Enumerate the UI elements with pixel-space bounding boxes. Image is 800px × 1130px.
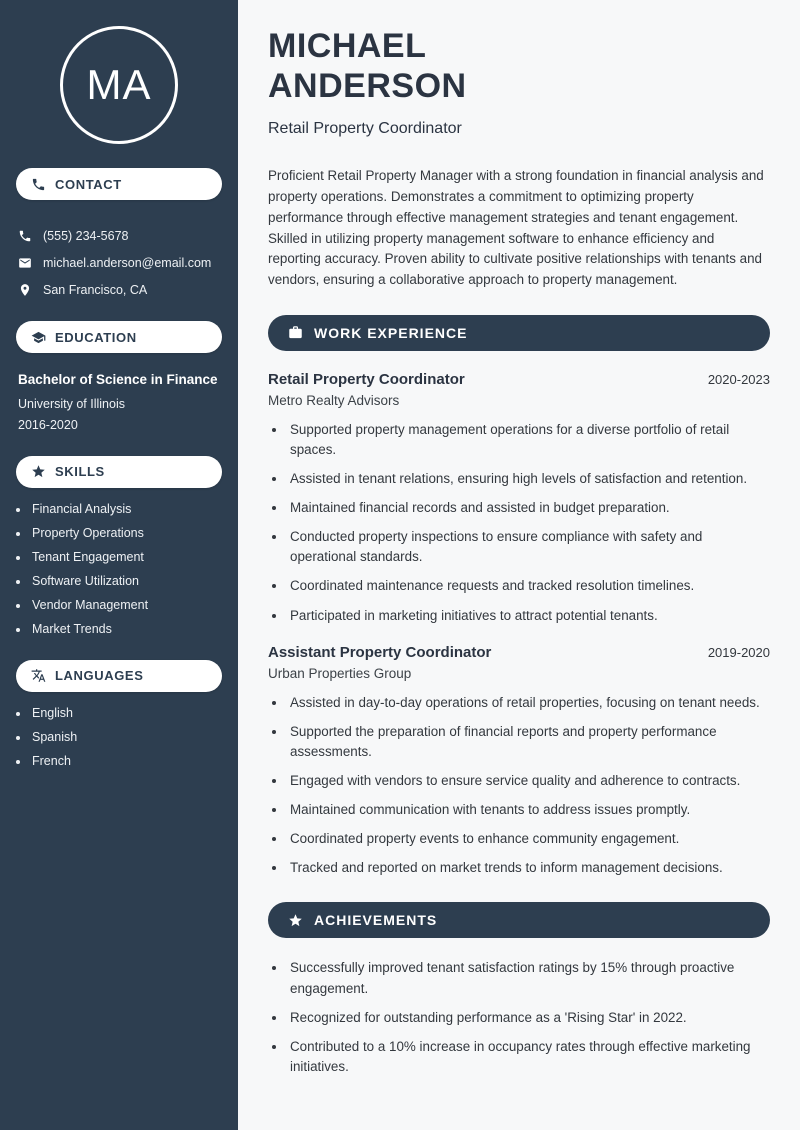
achievements-list: [268, 958, 770, 1077]
job-company: Metro Realty Advisors: [268, 392, 400, 408]
languages-section-header: [16, 660, 222, 692]
education-section-header: [16, 321, 222, 353]
language-item: • English: [30, 706, 238, 720]
skill-item: • Financial Analysis: [30, 502, 238, 516]
job-bullet: • Coordinated maintenance requests and tracked resolution timelines.: [287, 576, 770, 596]
job-bullet: • Assisted in tenant relations, ensuring high levels of satisfaction and retention.: [287, 469, 770, 489]
achievement-bullet: • Contributed to a 10% increase in occupancy rates through effective marketing initiatives.: [287, 1037, 770, 1077]
job-bullet: • Assisted in day-to-day operations of retail properties, focusing on tenant needs.: [287, 693, 770, 713]
star-icon: [31, 464, 46, 479]
language-item: • Spanish: [30, 730, 238, 744]
language-item: • French: [30, 754, 238, 768]
contact-location: [18, 283, 220, 297]
skill-item: • Market Trends: [30, 622, 238, 636]
phone-icon: [31, 177, 46, 192]
skills-section-header: [16, 456, 222, 488]
achievements-heading: ACHIEVEMENTS: [314, 912, 438, 929]
job-bullet: • Maintained communication with tenants to address issues promptly.: [287, 800, 770, 820]
education-school: University of Illinois: [18, 396, 125, 411]
person-title: Retail Property Coordinator: [268, 120, 462, 138]
job-dates: 2019-2020: [707, 644, 770, 660]
skills-list: [0, 502, 238, 636]
skill-item: • Tenant Engagement: [30, 550, 238, 564]
achievement-bullet: • Successfully improved tenant satisfaction ratings by 15% through proactive engagement.: [287, 958, 770, 998]
sidebar: [0, 0, 238, 1130]
contact-section-header: [16, 168, 222, 200]
mail-icon: [18, 256, 32, 270]
contact-heading: CONTACT: [55, 176, 122, 192]
job-head: [268, 371, 770, 388]
job-bullet: • Supported the preparation of financial reports and property performance assessments.: [287, 722, 770, 762]
job-bullet: • Participated in marketing initiatives to attract potential tenants.: [287, 606, 770, 626]
job-title: Assistant Property Coordinator: [268, 643, 492, 661]
main-content: [238, 0, 800, 1130]
briefcase-icon: [288, 325, 303, 340]
job-bullet-list: [268, 693, 770, 879]
job-bullet: • Coordinated property events to enhance community engagement.: [287, 829, 770, 849]
avatar-initials: MA: [86, 61, 152, 108]
skill-item: • Vendor Management: [30, 598, 238, 612]
work-experience-heading: WORK EXPERIENCE: [314, 324, 468, 341]
contact-phone: [18, 229, 220, 243]
skill-item: • Property Operations: [30, 526, 238, 540]
job-bullet: • Tracked and reported on market trends to inform management decisions.: [287, 858, 770, 878]
contact-phone-text: (555) 234-5678: [43, 229, 129, 243]
job-entry-1: [268, 371, 770, 626]
education-years: 2016-2020: [18, 417, 78, 432]
education-block: [0, 367, 238, 432]
education-heading: EDUCATION: [55, 329, 137, 345]
phone-icon: [18, 229, 32, 243]
contact-list: [0, 214, 238, 297]
job-bullet: • Maintained financial records and assisted in budget preparation.: [287, 498, 770, 518]
graduation-cap-icon: [31, 330, 46, 345]
contact-location-text: San Francisco, CA: [43, 283, 148, 297]
achievements-header: [268, 902, 770, 938]
avatar: [60, 26, 178, 144]
achievement-bullet: • Recognized for outstanding performance as a 'Rising Star' in 2022.: [287, 1008, 770, 1028]
job-bullet: • Supported property management operations for a diverse portfolio of retail spaces.: [287, 420, 770, 460]
languages-heading: LANGUAGES: [55, 668, 144, 684]
skill-item: • Software Utilization: [30, 574, 238, 588]
location-icon: [18, 283, 32, 297]
contact-email-text: michael.anderson@email.com: [43, 256, 212, 270]
languages-list: [0, 706, 238, 768]
translate-icon: [31, 668, 46, 683]
summary-paragraph: Proficient Retail Property Manager with a strong foundation in financial analysis and property operations. Demonstrates a commitment to optimizing property performance through effective management strategies and tenant engagement. Skilled in utilizing property management software to enhance efficiency and reporting accuracy. Proven ability to cultivate positive relationships with tenants and vendors, ensuring a collaborative approach to property management.: [268, 168, 764, 288]
job-bullet-list: [268, 420, 770, 626]
education-degree: Bachelor of Science in Finance: [18, 372, 218, 387]
job-bullet: • Conducted property inspections to ensure compliance with safety and operational standards.: [287, 527, 770, 567]
job-company: Urban Properties Group: [268, 665, 412, 681]
person-name: MICHAEL ANDERSON: [268, 27, 467, 106]
job-title: Retail Property Coordinator: [268, 370, 465, 388]
job-dates: 2020-2023: [707, 371, 770, 387]
job-entry-2: [268, 644, 770, 879]
job-bullet: • Engaged with vendors to ensure service quality and adherence to contracts.: [287, 771, 770, 791]
work-experience-header: [268, 315, 770, 351]
job-head: [268, 644, 770, 661]
contact-email: [18, 256, 220, 270]
star-icon: [288, 913, 303, 928]
skills-heading: SKILLS: [55, 464, 105, 480]
